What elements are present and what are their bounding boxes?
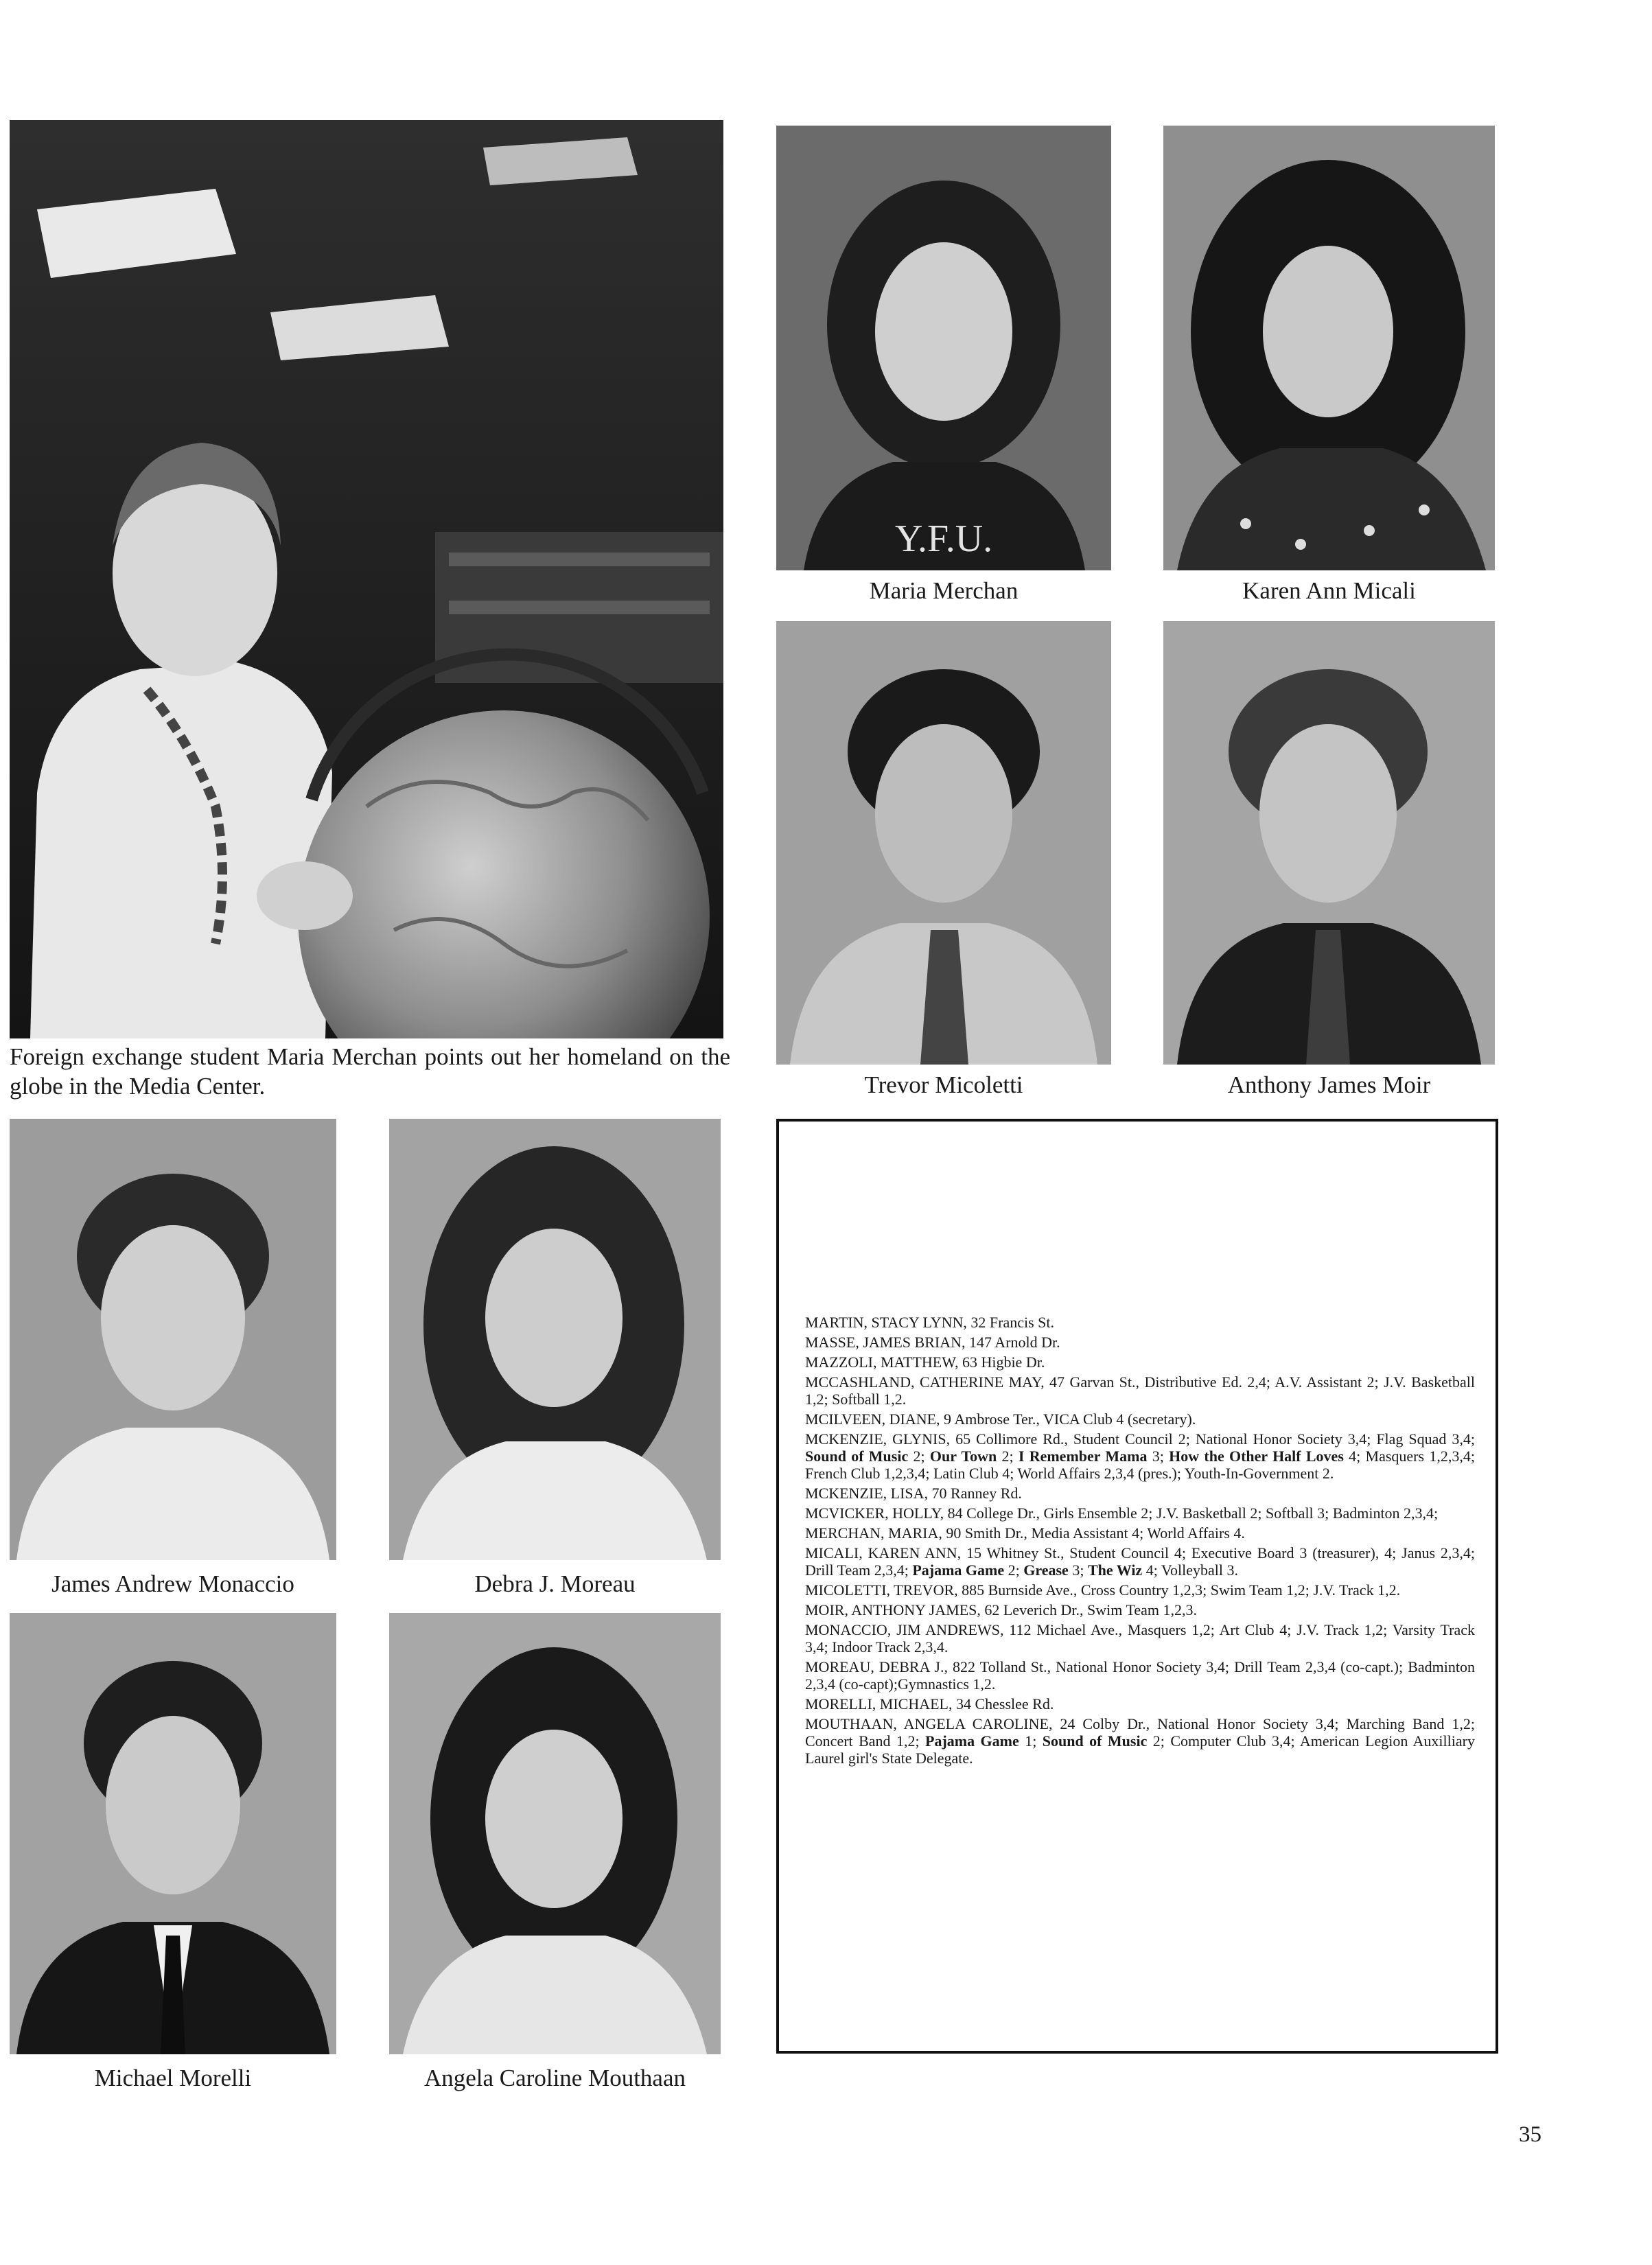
- portrait-caption-debra-j-moreau: Debra J. Moreau: [474, 1570, 636, 1597]
- portrait-caption-trevor-micoletti: Trevor Micoletti: [864, 1071, 1023, 1098]
- bio-entry: [805, 1373, 1475, 1408]
- bio-show-title: Sound of Music: [1042, 1732, 1148, 1750]
- bio-text: MICALI, KAREN ANN, 15 Whitney St., Student Council 4; Executive Board 3 (treasurer), 4; Janus 2,3,4; Drill Team 2,3,4;: [805, 1544, 1475, 1579]
- bio-text: 2;: [908, 1448, 930, 1465]
- bio-text: 2; Computer Club 3,4; American Legion Auxilliary Laurel girl's State Delegate.: [805, 1732, 1475, 1767]
- bio-show-title: Our Town: [929, 1448, 997, 1465]
- portrait-photo-james-andrew-monaccio: [10, 1119, 336, 1560]
- bio-show-title: I Remember Mama: [1018, 1448, 1148, 1465]
- bio-text: MCCASHLAND, CATHERINE MAY, 47 Garvan St., Distributive Ed. 2,4; A.V. Assistant 2; J.V. Basketball 1,2; Softball 1,2.: [805, 1373, 1475, 1408]
- bio-entry: [805, 1695, 1475, 1712]
- bio-text: MARTIN, STACY LYNN, 32 Francis St.: [805, 1314, 1055, 1331]
- portrait-photo-anthony-james-moir: [1163, 621, 1495, 1065]
- bio-text: 3;: [1147, 1448, 1170, 1465]
- portrait-caption-michael-morelli: Michael Morelli: [94, 2065, 252, 2091]
- bio-text: 4; Masquers 1,2,3,4; French Club 1,2,3,4; Latin Club 4; World Affairs 2,3,4 (pres.); Youth-In-Government 2.: [805, 1448, 1475, 1482]
- portrait-caption-james-andrew-monaccio: James Andrew Monaccio: [51, 1570, 294, 1597]
- portrait-caption-maria-merchan: Maria Merchan: [869, 577, 1019, 604]
- bio-text: MONACCIO, JIM ANDREWS, 112 Michael Ave., Masquers 1,2; Art Club 4; J.V. Track 1,2; Varsity Track 3,4; Indoor Track 2,3,4.: [805, 1621, 1475, 1656]
- bio-entry: [805, 1430, 1475, 1482]
- bio-entry: [805, 1621, 1475, 1656]
- bio-entry: [805, 1485, 1475, 1502]
- bio-show-title: How the Other Half Loves: [1169, 1448, 1344, 1465]
- bio-text: 2;: [997, 1448, 1019, 1465]
- bio-text: MERCHAN, MARIA, 90 Smith Dr., Media Assistant 4; World Affairs 4.: [805, 1524, 1245, 1542]
- bio-text: MASSE, JAMES BRIAN, 147 Arnold Dr.: [805, 1334, 1060, 1351]
- bio-entry: [805, 1658, 1475, 1693]
- portrait-caption-karen-ann-micali: Karen Ann Micali: [1242, 577, 1416, 604]
- bio-entry: [805, 1334, 1475, 1351]
- bio-text: MOREAU, DEBRA J., 822 Tolland St., National Honor Society 3,4; Drill Team 2,3,4 (co-capt.); Badminton 2,3,4 (co-capt);Gymnastics 1,2.: [805, 1658, 1475, 1693]
- bio-entry: [805, 1581, 1475, 1599]
- bio-text: MICOLETTI, TREVOR, 885 Burnside Ave., Cross Country 1,2,3; Swim Team 1,2; J.V. Track 1,2.: [805, 1581, 1401, 1599]
- bio-entry: [805, 1410, 1475, 1428]
- feature-photo-caption: Foreign exchange student Maria Merchan points out her homeland on the globe in the Media Center.: [10, 1043, 730, 1100]
- bio-text: MOUTHAAN, ANGELA CAROLINE, 24 Colby Dr., National Honor Society 3,4; Marching Band 1,2; Concert Band 1,2;: [805, 1715, 1475, 1750]
- portrait-photo-karen-ann-micali: [1163, 126, 1495, 570]
- bio-text: 3;: [1068, 1561, 1088, 1579]
- bio-text: MCVICKER, HOLLY, 84 College Dr., Girls Ensemble 2; J.V. Basketball 2; Softball 3; Badminton 2,3,4;: [805, 1505, 1439, 1522]
- bio-show-title: Pajama Game: [925, 1732, 1019, 1750]
- portrait-photo-michael-morelli: [10, 1613, 336, 2054]
- bio-entry: [805, 1601, 1475, 1618]
- bio-text: MAZZOLI, MATTHEW, 63 Higbie Dr.: [805, 1354, 1045, 1371]
- feature-photo-globe: [10, 120, 723, 1038]
- bio-text: 4; Volleyball 3.: [1142, 1561, 1238, 1579]
- bio-show-title: Grease: [1023, 1561, 1069, 1579]
- senior-bio-box: [776, 1119, 1498, 2054]
- bio-text: MORELLI, MICHAEL, 34 Chesslee Rd.: [805, 1695, 1054, 1712]
- portrait-photo-debra-j-moreau: [389, 1119, 721, 1560]
- bio-entry: [805, 1544, 1475, 1579]
- senior-bio-list: [805, 1314, 1475, 1769]
- bio-show-title: The Wiz: [1087, 1561, 1143, 1579]
- portrait-caption-anthony-james-moir: Anthony James Moir: [1227, 1071, 1431, 1098]
- bio-text: MCKENZIE, GLYNIS, 65 Collimore Rd., Student Council 2; National Honor Society 3,4; Flag Squad 3,4;: [805, 1430, 1475, 1448]
- bio-entry: [805, 1524, 1475, 1542]
- bio-entry: [805, 1354, 1475, 1371]
- bio-entry: [805, 1715, 1475, 1767]
- bio-show-title: Sound of Music: [805, 1448, 909, 1465]
- bio-entry: [805, 1314, 1475, 1331]
- bio-text: 1;: [1019, 1732, 1043, 1750]
- bio-text: MCKENZIE, LISA, 70 Ranney Rd.: [805, 1485, 1022, 1502]
- portrait-photo-maria-merchan: [776, 126, 1111, 570]
- bio-text: 2;: [1004, 1561, 1024, 1579]
- bio-entry: [805, 1505, 1475, 1522]
- page-number: 35: [1519, 2122, 1542, 2147]
- portrait-photo-trevor-micoletti: [776, 621, 1111, 1065]
- portrait-photo-angela-caroline-mouthaan: [389, 1613, 721, 2054]
- portrait-caption-angela-caroline-mouthaan: Angela Caroline Mouthaan: [423, 2065, 686, 2091]
- shirt-lettering: Y.F.U.: [894, 518, 993, 560]
- bio-text: MCILVEEN, DIANE, 9 Ambrose Ter., VICA Club 4 (secretary).: [805, 1410, 1196, 1428]
- bio-show-title: Pajama Game: [912, 1561, 1005, 1579]
- bio-text: MOIR, ANTHONY JAMES, 62 Leverich Dr., Swim Team 1,2,3.: [805, 1601, 1198, 1618]
